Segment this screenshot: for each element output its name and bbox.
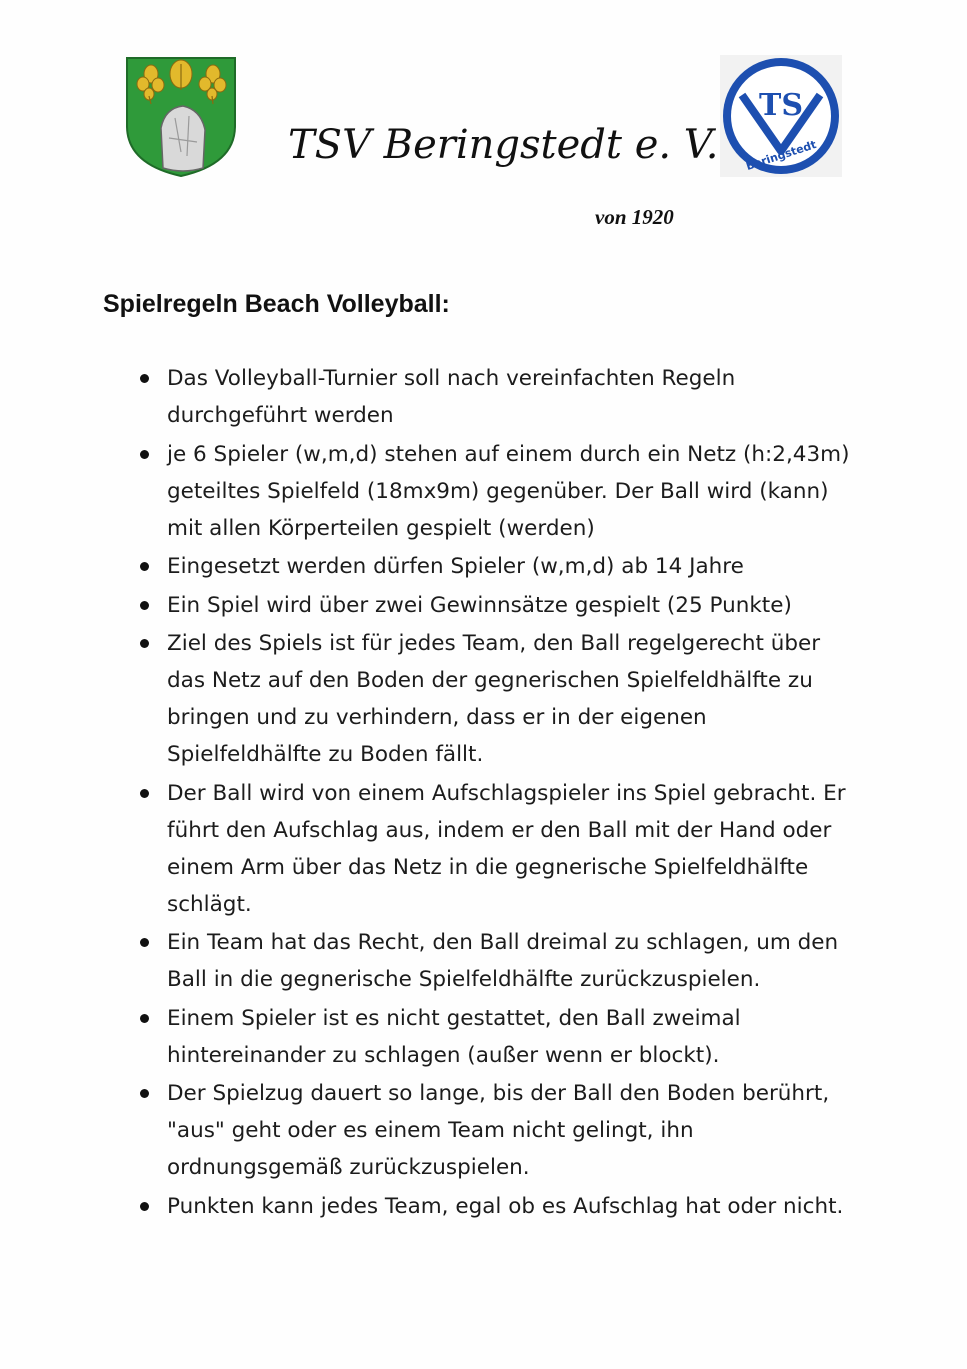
bullet-icon (140, 562, 149, 571)
rule-text: Punkten kann jedes Team, egal ob es Aufschlag hat oder nicht. (167, 1193, 844, 1219)
bullet-icon (140, 938, 149, 947)
list-item (135, 548, 855, 585)
club-name: TSV Beringstedt e. V. (288, 122, 719, 168)
bullet-icon (140, 1014, 149, 1023)
list-item (135, 775, 855, 923)
rule-text: Der Ball wird von einem Aufschlagspieler ins Spiel gebracht. Er führt den Aufschlag aus, indem er den Ball mit der Hand oder einem Arm über das Netz in die gegnerische Spielfeldhälfte schlägt. (167, 780, 846, 917)
list-item (135, 360, 855, 434)
list-item (135, 1000, 855, 1074)
rule-text: Der Spielzug dauert so lange, bis der Ball den Boden berührt, "aus" geht oder es einem Team nicht gelingt, ihn ordnungsgemäß zurückzuspielen. (167, 1081, 830, 1180)
list-item (135, 587, 855, 624)
rule-text: Ein Spiel wird über zwei Gewinnsätze gespielt (25 Punkte) (167, 592, 792, 618)
bullet-icon (140, 450, 149, 459)
bullet-icon (140, 1089, 149, 1098)
bullet-icon (140, 789, 149, 798)
svg-text:Beringstedt: Beringstedt (744, 137, 818, 173)
list-item (135, 436, 855, 547)
list-item (135, 924, 855, 998)
club-badge-icon (720, 55, 842, 177)
bullet-icon (140, 639, 149, 648)
coat-of-arms-icon (125, 56, 237, 178)
list-item (135, 1075, 855, 1186)
rule-text: Eingesetzt werden dürfen Spieler (w,m,d) ab 14 Jahre (167, 554, 744, 579)
page-title: Spielregeln Beach Volleyball: (103, 290, 450, 318)
rule-text: Ziel des Spiels ist für jedes Team, den Ball regelgerecht über das Netz auf den Boden der gegnerischen Spielfeldhälfte zu bringen und zu verhindern, dass er in der eigenen Spielfeldhälfte zu Boden fällt. (167, 631, 821, 767)
rules-list (135, 360, 855, 1226)
rule-text: je 6 Spieler (w,m,d) stehen auf einem durch ein Netz (h:2,43m) geteiltes Spielfeld (18mx9m) gegenüber. Der Ball wird (kann) mit allen Körperteilen gespielt (werden) (167, 441, 850, 541)
bullet-icon (140, 374, 149, 383)
svg-text:TS: TS (759, 88, 803, 123)
rule-text: Das Volleyball-Turnier soll nach vereinfachten Regeln durchgeführt werden (167, 366, 736, 428)
bullet-icon (140, 601, 149, 610)
rule-text: Ein Team hat das Recht, den Ball dreimal zu schlagen, um den Ball in die gegnerische Spielfeldhälfte zurückzuspielen. (167, 930, 839, 992)
list-item (135, 625, 855, 773)
list-item (135, 1188, 855, 1225)
rule-text: Einem Spieler ist es nicht gestattet, den Ball zweimal hintereinander zu schlagen (außer wenn er blockt). (167, 1005, 741, 1068)
bullet-icon (140, 1202, 149, 1211)
founded-year: von 1920 (595, 205, 674, 229)
